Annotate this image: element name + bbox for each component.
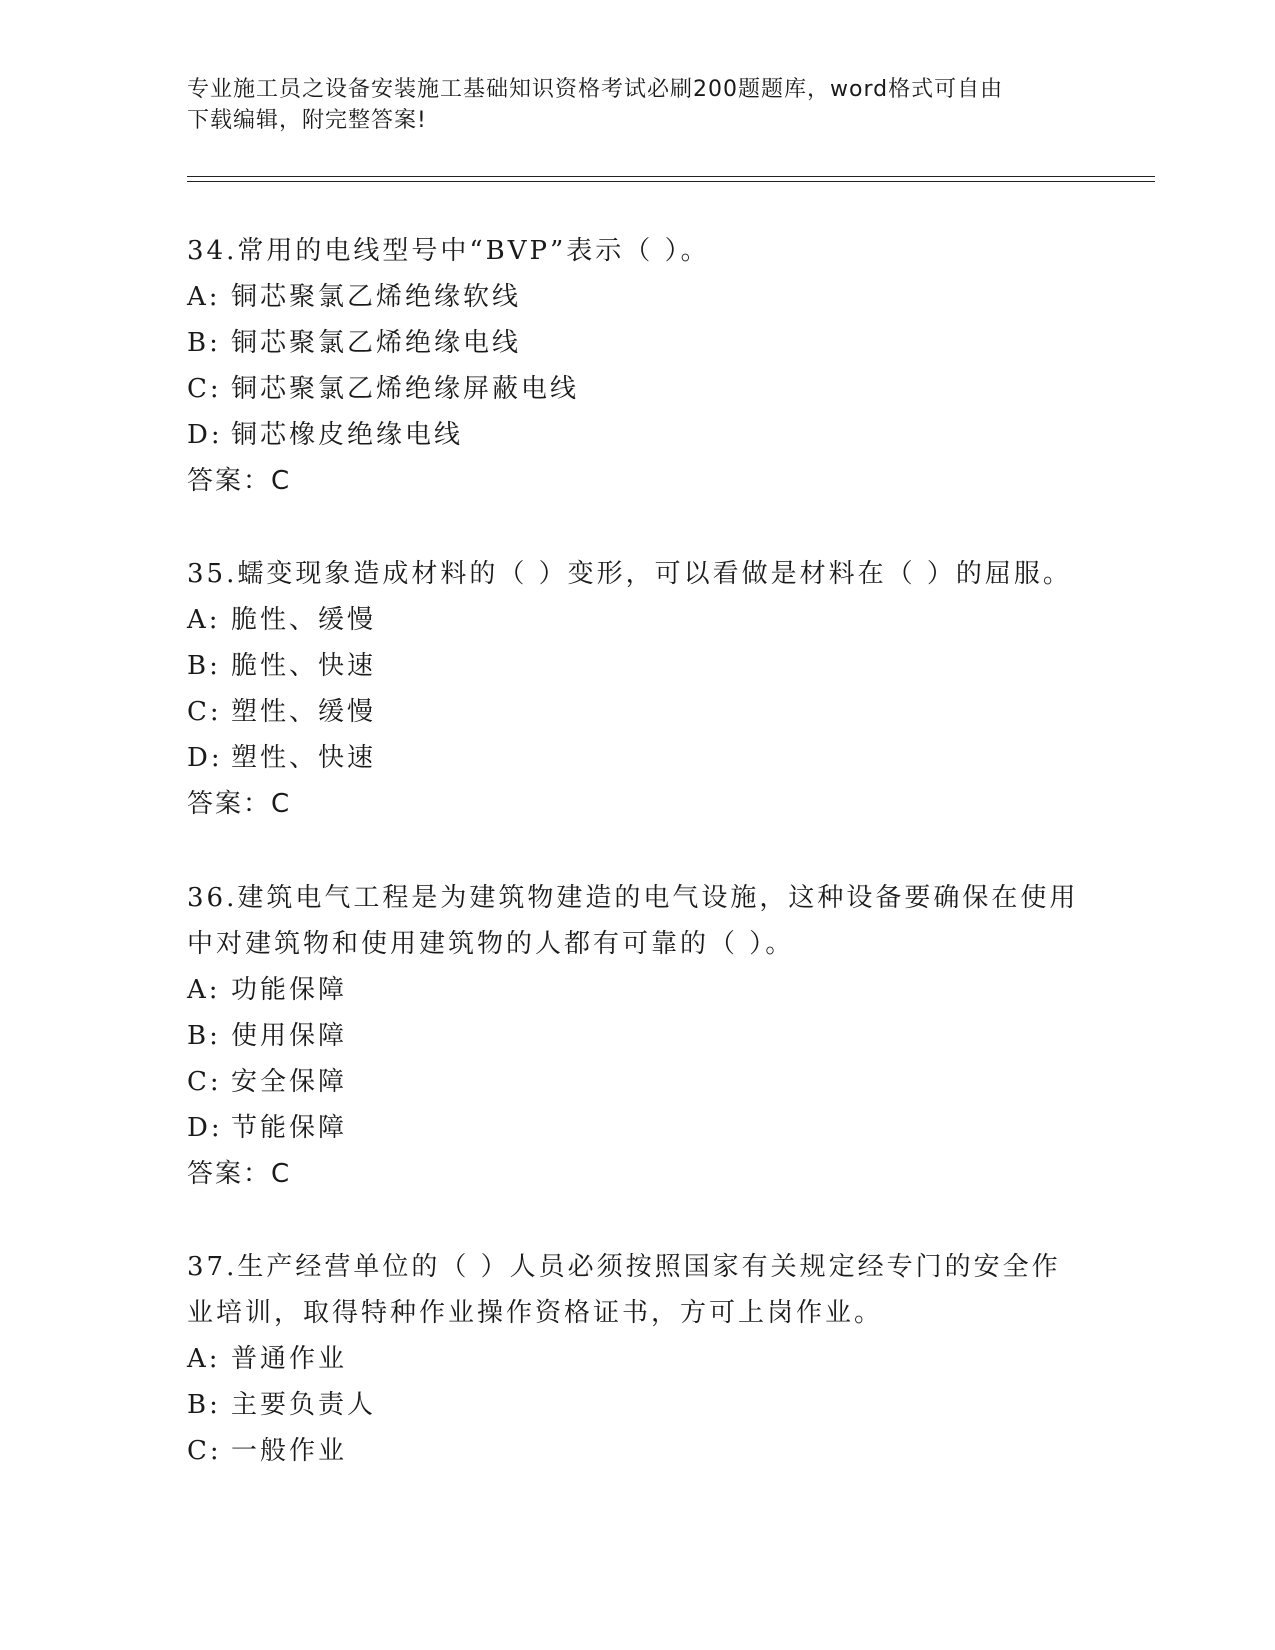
header-line-2: 下载编辑，附完整答案! [187,108,427,133]
option-d [187,1105,1087,1151]
option-text: 一般作业 [231,1436,348,1466]
option-key: C: [187,374,222,404]
option-text: 塑性、缓慢 [231,697,377,727]
option-c [187,1428,1087,1474]
option-text: 节能保障 [231,1113,348,1143]
option-text: 铜芯聚氯乙烯绝缘屏蔽电线 [231,374,580,404]
option-key: C: [187,1067,222,1097]
option-key: B: [187,328,221,358]
document-header [187,74,1087,136]
option-text: 安全保障 [231,1067,348,1097]
question-34 [187,228,1087,504]
question-stem-line: 35.蠕变现象造成材料的（ ）变形，可以看做是材料在（ ）的屈服。 [187,559,1072,589]
question-stem-line: 37.生产经营单位的（ ）人员必须按照国家有关规定经专门的安全作 [187,1252,1061,1282]
question-36 [187,875,1087,1197]
option-a [187,1336,1087,1382]
option-key: A: [187,1344,221,1374]
question-37 [187,1244,1087,1474]
option-text: 铜芯橡皮绝缘电线 [231,420,464,450]
option-d [187,412,1087,458]
option-key: B: [187,1390,221,1420]
option-a [187,597,1087,643]
option-text: 主要负责人 [231,1390,377,1420]
answer-text: 答案：C [187,789,292,819]
option-key: A: [187,282,221,312]
option-text: 脆性、缓慢 [231,605,377,635]
header-line-1: 专业施工员之设备安装施工基础知识资格考试必刷200题题库，word格式可自由 [187,77,1004,102]
option-a [187,274,1087,320]
answer-text: 答案：C [187,1159,292,1189]
option-b [187,1013,1087,1059]
option-key: A: [187,975,221,1005]
option-text: 铜芯聚氯乙烯绝缘软线 [231,282,522,312]
option-b [187,320,1087,366]
option-text: 塑性、快速 [231,743,377,773]
option-key: D: [187,420,223,450]
option-key: D: [187,1113,223,1143]
option-a [187,967,1087,1013]
option-key: C: [187,1436,222,1466]
question-stem-line: 中对建筑物和使用建筑物的人都有可靠的（ ）。 [187,929,795,959]
option-text: 普通作业 [231,1344,348,1374]
question-stem-line: 业培训，取得特种作业操作资格证书，方可上岗作业。 [187,1298,884,1328]
option-text: 脆性、快速 [231,651,377,681]
option-key: C: [187,697,222,727]
option-text: 使用保障 [231,1021,348,1051]
header-rule-top [187,176,1155,177]
option-text: 功能保障 [231,975,348,1005]
option-d [187,735,1087,781]
option-key: B: [187,651,221,681]
question-35 [187,551,1087,827]
option-key: D: [187,743,223,773]
option-c [187,1059,1087,1105]
option-b [187,643,1087,689]
option-b [187,1382,1087,1428]
option-c [187,366,1087,412]
option-key: B: [187,1021,221,1051]
question-stem-line: 34.常用的电线型号中“BVP”表示（ ）。 [187,236,710,266]
option-text: 铜芯聚氯乙烯绝缘电线 [231,328,522,358]
option-c [187,689,1087,735]
question-stem-line: 36.建筑电气工程是为建筑物建造的电气设施，这种设备要确保在使用 [187,883,1079,913]
answer-text: 答案：C [187,466,292,496]
option-key: A: [187,605,221,635]
header-rule-bottom [187,181,1155,182]
